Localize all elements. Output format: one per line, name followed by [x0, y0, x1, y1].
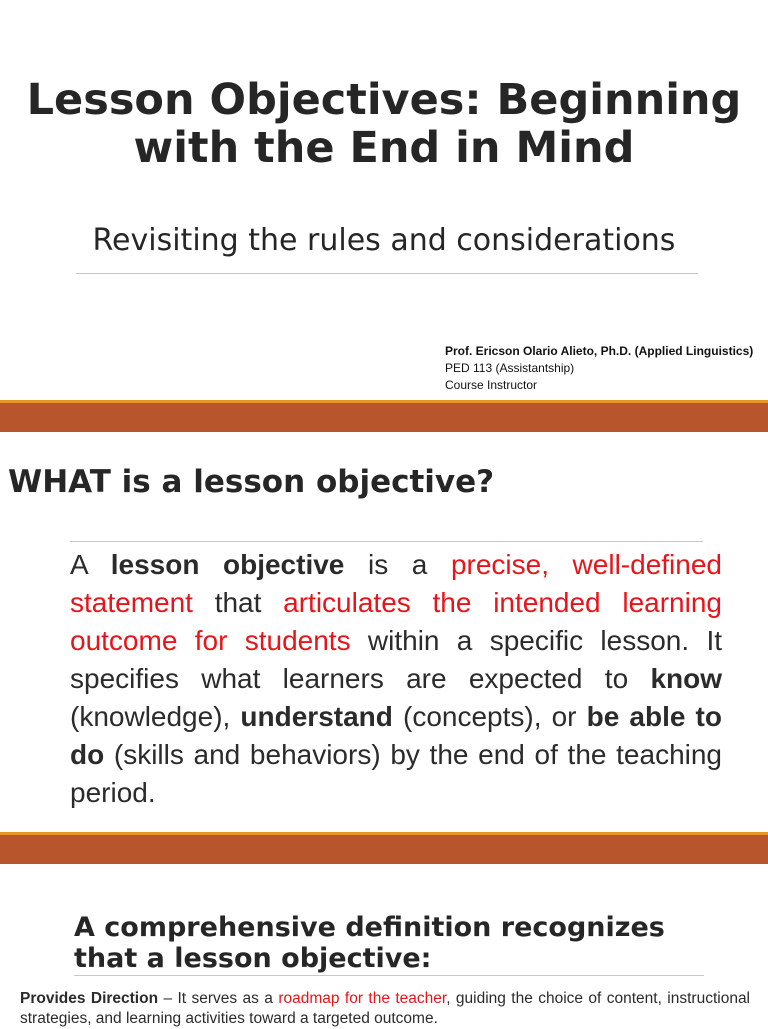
separator-stripe	[0, 832, 768, 835]
text-span: A	[70, 549, 111, 580]
definition-paragraph	[70, 546, 722, 812]
key-term: know	[650, 663, 722, 694]
text-span: (knowledge),	[70, 701, 241, 732]
slide-separator	[0, 832, 768, 864]
text-span: is a	[344, 549, 451, 580]
text-span: (concepts), or	[392, 701, 587, 732]
slide-subtitle: Revisiting the rules and considerations	[92, 223, 676, 258]
slide-heading: WHAT is a lesson objective?	[8, 464, 495, 500]
key-term: understand	[240, 701, 393, 732]
text-span: – It serves as a	[158, 990, 279, 1007]
slide-separator	[0, 400, 768, 432]
text-span: within a specific lesson. It specifies what learners are expected to	[70, 625, 722, 694]
author-role: Course Instructor	[445, 378, 538, 392]
highlight-text: articulates the intended learning outcome for students	[70, 587, 722, 656]
divider	[76, 273, 698, 274]
separator-stripe	[0, 400, 768, 403]
highlight-text: precise, well-defined statement	[70, 549, 722, 618]
slide-heading: A comprehensive definition recognizes that a lesson objective:	[74, 912, 665, 974]
divider	[74, 975, 704, 976]
author-block	[445, 343, 753, 394]
course-code: PED 113 (Assistantship)	[445, 361, 575, 375]
highlight-text: roadmap for the teacher	[278, 990, 447, 1007]
divider	[70, 541, 703, 542]
text-span: that	[192, 587, 284, 618]
list-item	[20, 989, 750, 1029]
text-span: (skills and behaviors) by the end of the teaching period.	[70, 739, 722, 808]
author-name: Prof. Ericson Olario Alieto, Ph.D. (Applied Linguistics)	[445, 344, 754, 358]
key-term: be able to do	[70, 701, 722, 770]
slide-title: Lesson Objectives: Beginning with the End in Mind	[26, 75, 742, 173]
item-label: Provides Direction	[20, 990, 159, 1007]
key-term: lesson objective	[110, 549, 345, 580]
title-slide	[0, 0, 768, 400]
text-span: , guiding the choice of content, instructional strategies, and learning activities toward a targeted outcome.	[20, 990, 751, 1027]
